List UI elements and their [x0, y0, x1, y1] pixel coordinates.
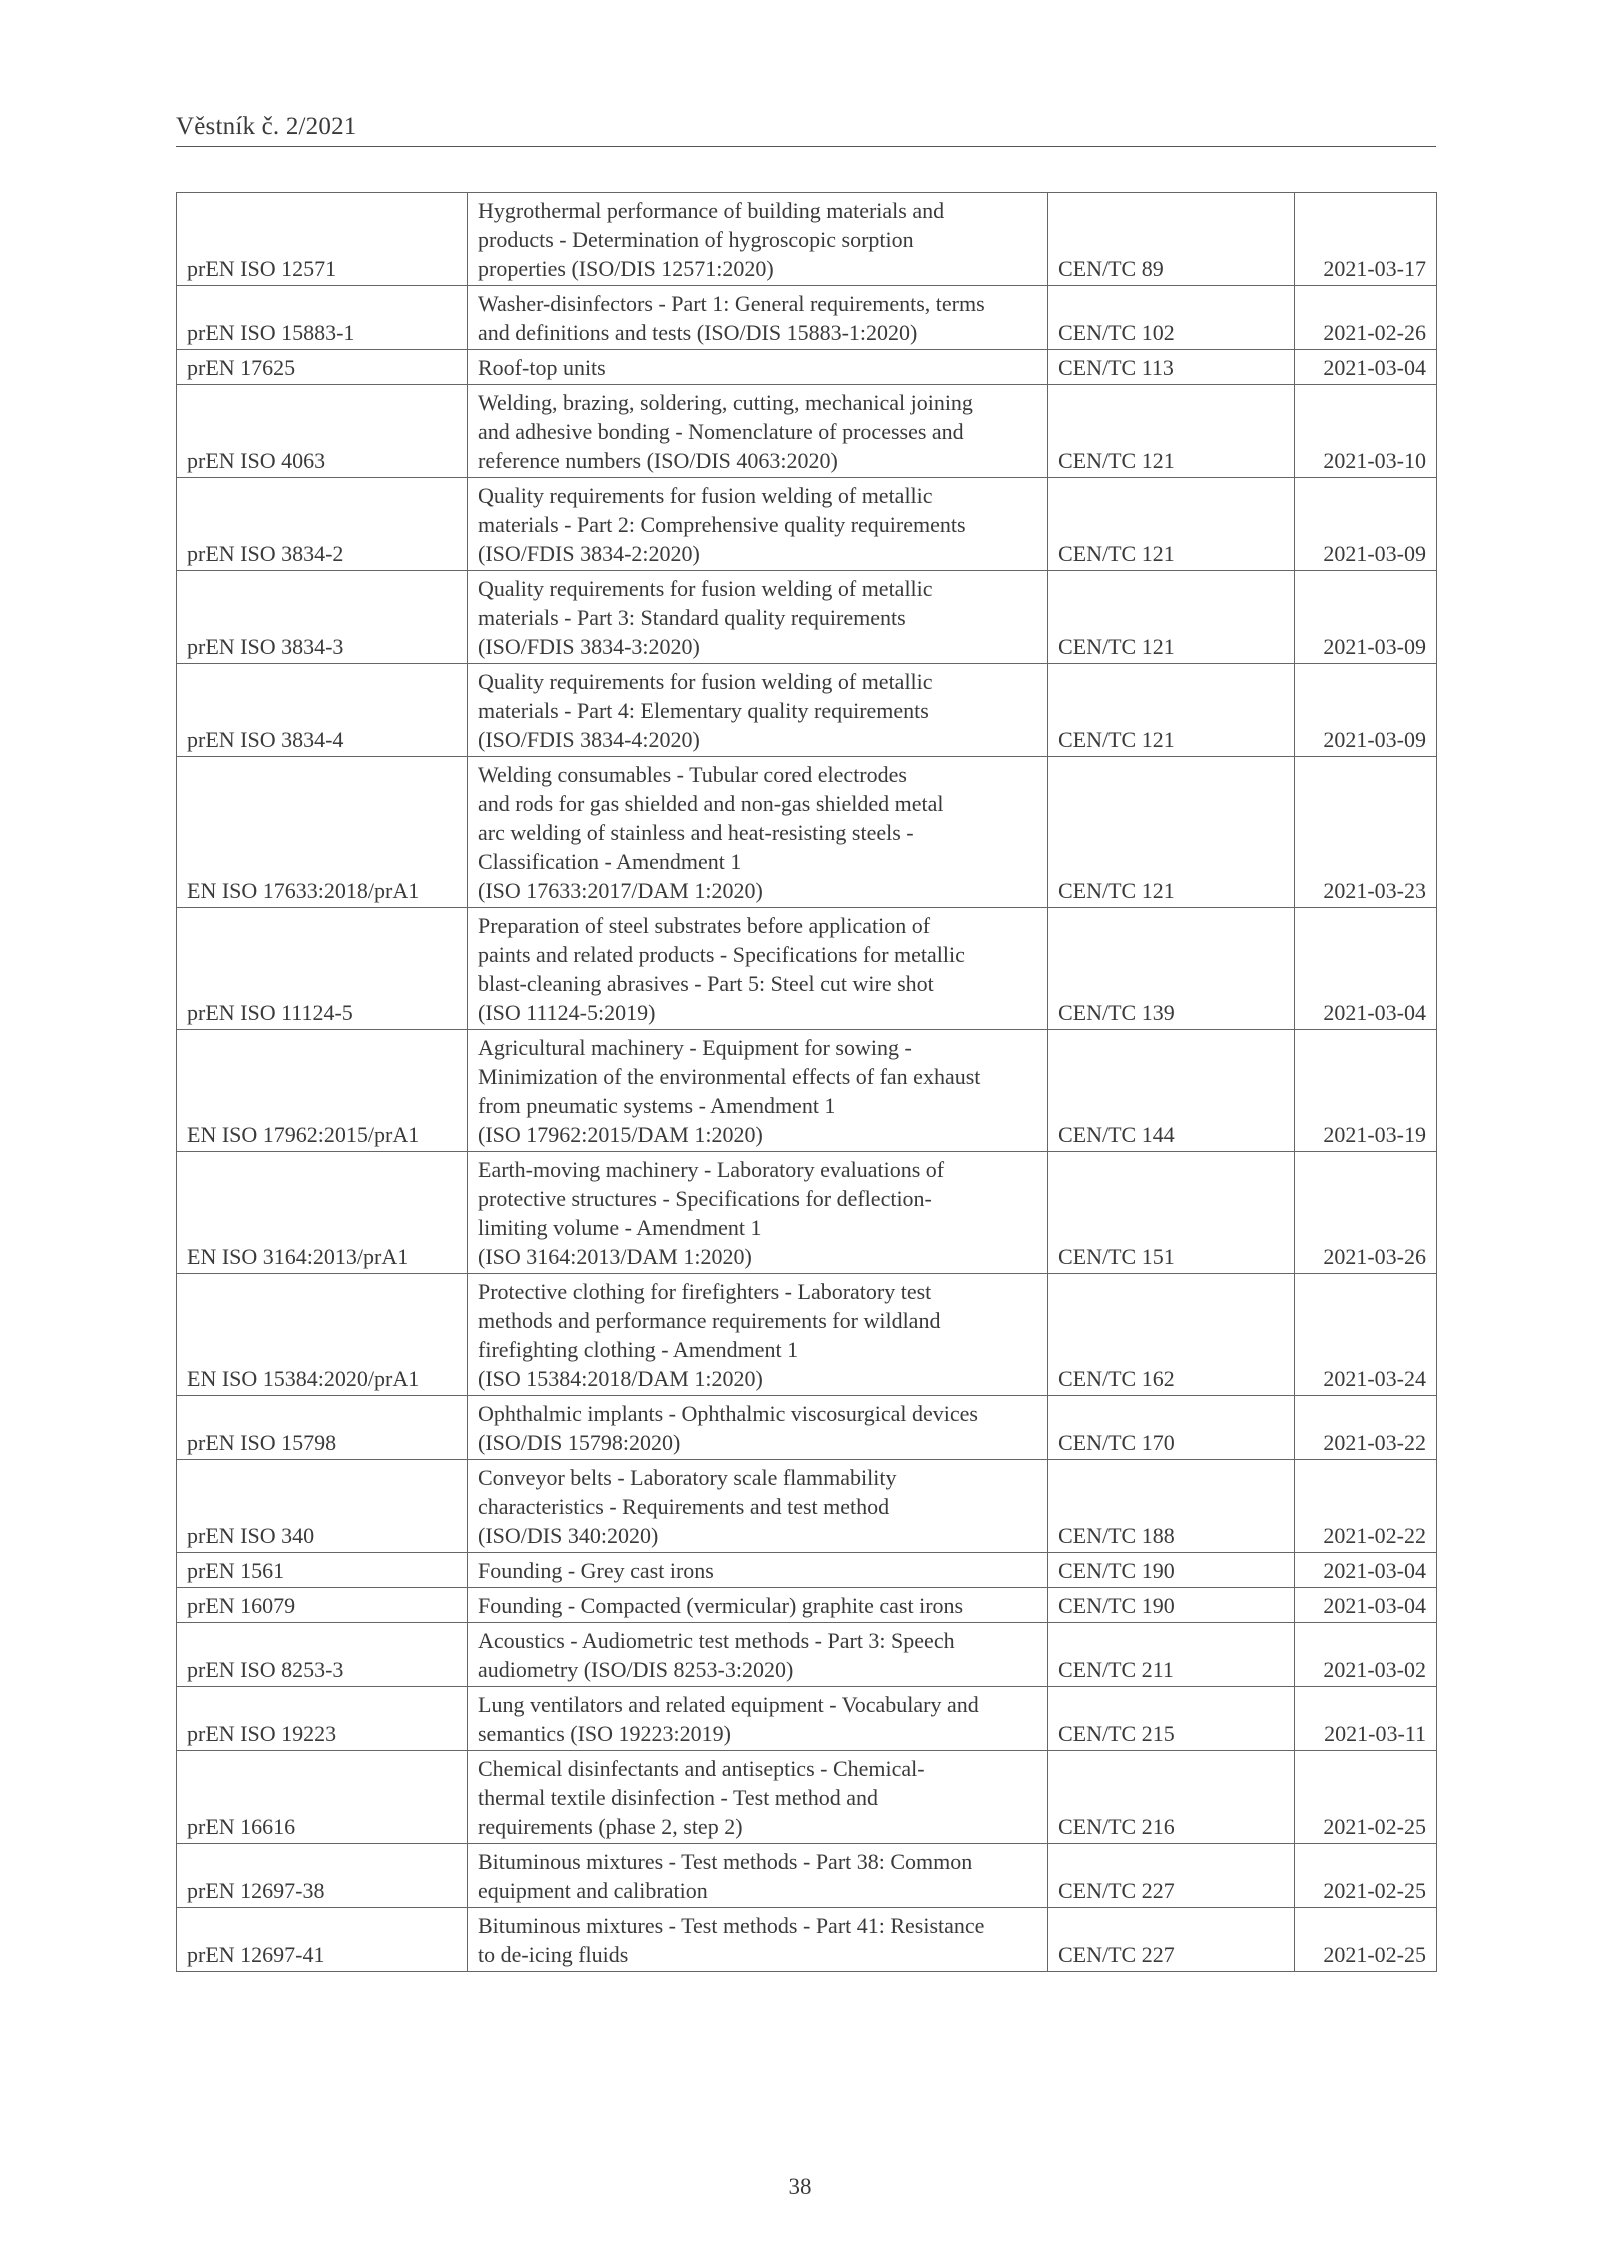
title-line: characteristics - Requirements and test method: [478, 1494, 890, 1519]
standard-code-cell: EN ISO 3164:2013/prA1: [177, 1152, 468, 1274]
table-row: [177, 1908, 1437, 1972]
deadline-date-cell: 2021-03-09: [1295, 478, 1437, 571]
technical-committee-cell: CEN/TC 121: [1048, 385, 1295, 478]
standard-code-cell: prEN 12697-41: [177, 1908, 468, 1972]
technical-committee-cell: CEN/TC 215: [1048, 1687, 1295, 1751]
deadline-date-cell: 2021-02-26: [1295, 286, 1437, 350]
title-line: and rods for gas shielded and non-gas shielded metal: [478, 791, 944, 816]
table-row: [177, 1588, 1437, 1623]
deadline-date-cell: 2021-03-02: [1295, 1623, 1437, 1687]
table-row: [177, 1751, 1437, 1844]
deadline-date-cell: 2021-03-22: [1295, 1396, 1437, 1460]
standard-code-cell: prEN 16079: [177, 1588, 468, 1623]
standard-title-cell: [468, 1152, 1048, 1274]
technical-committee-cell: CEN/TC 162: [1048, 1274, 1295, 1396]
standard-code-cell: prEN ISO 3834-2: [177, 478, 468, 571]
deadline-date-cell: 2021-03-19: [1295, 1030, 1437, 1152]
technical-committee-cell: CEN/TC 151: [1048, 1152, 1295, 1274]
title-line: Minimization of the environmental effects of fan exhaust: [478, 1064, 981, 1089]
standards-table: [176, 192, 1437, 1972]
title-line: Earth-moving machinery - Laboratory evaluations of: [478, 1157, 945, 1182]
standard-code-cell: prEN ISO 8253-3: [177, 1623, 468, 1687]
title-line: paints and related products - Specifications for metallic: [478, 942, 965, 967]
title-line: materials - Part 4: Elementary quality requirements: [478, 698, 929, 723]
title-line: protective structures - Specifications for deflection-: [478, 1186, 932, 1211]
title-line: Protective clothing for firefighters - Laboratory test: [478, 1279, 932, 1304]
table-row: [177, 664, 1437, 757]
standard-title-cell: [468, 286, 1048, 350]
deadline-date-cell: 2021-03-09: [1295, 571, 1437, 664]
title-line: Founding - Grey cast irons: [478, 1558, 714, 1583]
table-row: [177, 1844, 1437, 1908]
title-line: Lung ventilators and related equipment - Vocabulary and: [478, 1692, 979, 1717]
table-row: [177, 350, 1437, 385]
standard-title-cell: [468, 1623, 1048, 1687]
standard-title-cell: [468, 664, 1048, 757]
table-row: [177, 1687, 1437, 1751]
title-line: Founding - Compacted (vermicular) graphite cast irons: [478, 1593, 964, 1618]
standard-title-cell: [468, 478, 1048, 571]
standard-title-cell: [468, 1588, 1048, 1623]
standard-title-cell: [468, 1396, 1048, 1460]
deadline-date-cell: 2021-03-24: [1295, 1274, 1437, 1396]
table-row: [177, 1152, 1437, 1274]
standard-code-cell: prEN ISO 12571: [177, 193, 468, 286]
deadline-date-cell: 2021-03-10: [1295, 385, 1437, 478]
standard-code-cell: EN ISO 15384:2020/prA1: [177, 1274, 468, 1396]
title-line: Acoustics - Audiometric test methods - Part 3: Speech: [478, 1628, 955, 1653]
table-row: [177, 1553, 1437, 1588]
deadline-date-cell: 2021-03-11: [1295, 1687, 1437, 1751]
title-line: Washer-disinfectors - Part 1: General requirements, terms: [478, 291, 985, 316]
deadline-date-cell: 2021-03-26: [1295, 1152, 1437, 1274]
deadline-date-cell: 2021-02-25: [1295, 1908, 1437, 1972]
title-line: (ISO/DIS 340:2020): [478, 1523, 659, 1548]
title-line: methods and performance requirements for wildland: [478, 1308, 941, 1333]
deadline-date-cell: 2021-03-17: [1295, 193, 1437, 286]
standard-code-cell: prEN ISO 3834-4: [177, 664, 468, 757]
title-line: firefighting clothing - Amendment 1: [478, 1337, 799, 1362]
standard-code-cell: prEN 17625: [177, 350, 468, 385]
technical-committee-cell: CEN/TC 144: [1048, 1030, 1295, 1152]
title-line: audiometry (ISO/DIS 8253-3:2020): [478, 1657, 794, 1682]
standard-title-cell: [468, 571, 1048, 664]
deadline-date-cell: 2021-02-25: [1295, 1751, 1437, 1844]
page-header-title: Věstník č. 2/2021: [176, 113, 357, 140]
table-row: [177, 908, 1437, 1030]
technical-committee-cell: CEN/TC 121: [1048, 664, 1295, 757]
title-line: Quality requirements for fusion welding of metallic: [478, 576, 933, 601]
standard-code-cell: prEN 16616: [177, 1751, 468, 1844]
table-row: [177, 1396, 1437, 1460]
technical-committee-cell: CEN/TC 102: [1048, 286, 1295, 350]
page-number: 38: [788, 2174, 812, 2199]
standards-table-body: [177, 193, 1437, 1972]
standard-title-cell: [468, 1908, 1048, 1972]
table-row: [177, 193, 1437, 286]
title-line: semantics (ISO 19223:2019): [478, 1721, 731, 1746]
title-line: materials - Part 3: Standard quality requirements: [478, 605, 906, 630]
title-line: (ISO/FDIS 3834-4:2020): [478, 727, 700, 752]
title-line: (ISO/FDIS 3834-2:2020): [478, 541, 700, 566]
standard-title-cell: [468, 1030, 1048, 1152]
title-line: to de-icing fluids: [478, 1942, 629, 1967]
standard-code-cell: prEN 1561: [177, 1553, 468, 1588]
standard-title-cell: [468, 1553, 1048, 1588]
title-line: arc welding of stainless and heat-resisting steels -: [478, 820, 914, 845]
table-row: [177, 1623, 1437, 1687]
standard-title-cell: [468, 908, 1048, 1030]
standard-title-cell: [468, 1687, 1048, 1751]
deadline-date-cell: 2021-03-04: [1295, 1588, 1437, 1623]
title-line: Ophthalmic implants - Ophthalmic viscosurgical devices: [478, 1401, 978, 1426]
title-line: (ISO 11124-5:2019): [478, 1000, 656, 1025]
technical-committee-cell: CEN/TC 216: [1048, 1751, 1295, 1844]
deadline-date-cell: 2021-03-04: [1295, 350, 1437, 385]
deadline-date-cell: 2021-03-23: [1295, 757, 1437, 908]
standard-title-cell: [468, 1844, 1048, 1908]
title-line: Quality requirements for fusion welding of metallic: [478, 669, 933, 694]
standard-title-cell: [468, 1751, 1048, 1844]
standard-code-cell: prEN ISO 4063: [177, 385, 468, 478]
technical-committee-cell: CEN/TC 113: [1048, 350, 1295, 385]
technical-committee-cell: CEN/TC 170: [1048, 1396, 1295, 1460]
standard-code-cell: prEN ISO 19223: [177, 1687, 468, 1751]
standard-title-cell: [468, 193, 1048, 286]
standard-title-cell: [468, 385, 1048, 478]
standard-title-cell: [468, 757, 1048, 908]
standard-code-cell: prEN 12697-38: [177, 1844, 468, 1908]
title-line: Conveyor belts - Laboratory scale flammability: [478, 1465, 897, 1490]
standard-code-cell: prEN ISO 15883-1: [177, 286, 468, 350]
title-line: properties (ISO/DIS 12571:2020): [478, 256, 774, 281]
technical-committee-cell: CEN/TC 211: [1048, 1623, 1295, 1687]
table-row: [177, 1030, 1437, 1152]
title-line: Quality requirements for fusion welding of metallic: [478, 483, 933, 508]
technical-committee-cell: CEN/TC 227: [1048, 1908, 1295, 1972]
title-line: (ISO/FDIS 3834-3:2020): [478, 634, 700, 659]
table-row: [177, 385, 1437, 478]
title-line: (ISO 3164:2013/DAM 1:2020): [478, 1244, 752, 1269]
standard-code-cell: prEN ISO 340: [177, 1460, 468, 1553]
title-line: Welding, brazing, soldering, cutting, mechanical joining: [478, 390, 973, 415]
technical-committee-cell: CEN/TC 227: [1048, 1844, 1295, 1908]
title-line: Bituminous mixtures - Test methods - Part 41: Resistance: [478, 1913, 985, 1938]
title-line: from pneumatic systems - Amendment 1: [478, 1093, 836, 1118]
title-line: thermal textile disinfection - Test method and: [478, 1785, 879, 1810]
deadline-date-cell: 2021-02-25: [1295, 1844, 1437, 1908]
technical-committee-cell: CEN/TC 121: [1048, 478, 1295, 571]
title-line: Agricultural machinery - Equipment for sowing -: [478, 1035, 912, 1060]
technical-committee-cell: CEN/TC 139: [1048, 908, 1295, 1030]
standard-code-cell: EN ISO 17962:2015/prA1: [177, 1030, 468, 1152]
title-line: reference numbers (ISO/DIS 4063:2020): [478, 448, 838, 473]
title-line: equipment and calibration: [478, 1878, 708, 1903]
standard-title-cell: [468, 1460, 1048, 1553]
standard-title-cell: [468, 350, 1048, 385]
standard-code-cell: prEN ISO 11124-5: [177, 908, 468, 1030]
table-row: [177, 478, 1437, 571]
title-line: requirements (phase 2, step 2): [478, 1814, 743, 1839]
technical-committee-cell: CEN/TC 188: [1048, 1460, 1295, 1553]
title-line: and definitions and tests (ISO/DIS 15883-1:2020): [478, 320, 918, 345]
deadline-date-cell: 2021-03-04: [1295, 1553, 1437, 1588]
title-line: Chemical disinfectants and antiseptics - Chemical-: [478, 1756, 925, 1781]
standard-title-cell: [468, 1274, 1048, 1396]
title-line: Bituminous mixtures - Test methods - Part 38: Common: [478, 1849, 973, 1874]
title-line: and adhesive bonding - Nomenclature of processes and: [478, 419, 964, 444]
title-line: Preparation of steel substrates before application of: [478, 913, 931, 938]
title-line: blast-cleaning abrasives - Part 5: Steel cut wire shot: [478, 971, 934, 996]
title-line: products - Determination of hygroscopic sorption: [478, 227, 914, 252]
technical-committee-cell: CEN/TC 190: [1048, 1588, 1295, 1623]
deadline-date-cell: 2021-02-22: [1295, 1460, 1437, 1553]
technical-committee-cell: CEN/TC 89: [1048, 193, 1295, 286]
title-line: (ISO/DIS 15798:2020): [478, 1430, 681, 1455]
table-row: [177, 757, 1437, 908]
technical-committee-cell: CEN/TC 121: [1048, 757, 1295, 908]
table-row: [177, 1460, 1437, 1553]
deadline-date-cell: 2021-03-09: [1295, 664, 1437, 757]
title-line: materials - Part 2: Comprehensive quality requirements: [478, 512, 966, 537]
standard-code-cell: prEN ISO 3834-3: [177, 571, 468, 664]
title-line: (ISO 15384:2018/DAM 1:2020): [478, 1366, 763, 1391]
table-row: [177, 571, 1437, 664]
header-rule: [176, 146, 1436, 147]
standard-code-cell: EN ISO 17633:2018/prA1: [177, 757, 468, 908]
title-line: limiting volume - Amendment 1: [478, 1215, 762, 1240]
technical-committee-cell: CEN/TC 121: [1048, 571, 1295, 664]
title-line: Hygrothermal performance of building materials and: [478, 198, 945, 223]
title-line: Welding consumables - Tubular cored electrodes: [478, 762, 907, 787]
title-line: (ISO 17633:2017/DAM 1:2020): [478, 878, 763, 903]
table-row: [177, 286, 1437, 350]
title-line: (ISO 17962:2015/DAM 1:2020): [478, 1122, 763, 1147]
standard-code-cell: prEN ISO 15798: [177, 1396, 468, 1460]
table-row: [177, 1274, 1437, 1396]
title-line: Classification - Amendment 1: [478, 849, 742, 874]
technical-committee-cell: CEN/TC 190: [1048, 1553, 1295, 1588]
title-line: Roof-top units: [478, 355, 606, 380]
deadline-date-cell: 2021-03-04: [1295, 908, 1437, 1030]
